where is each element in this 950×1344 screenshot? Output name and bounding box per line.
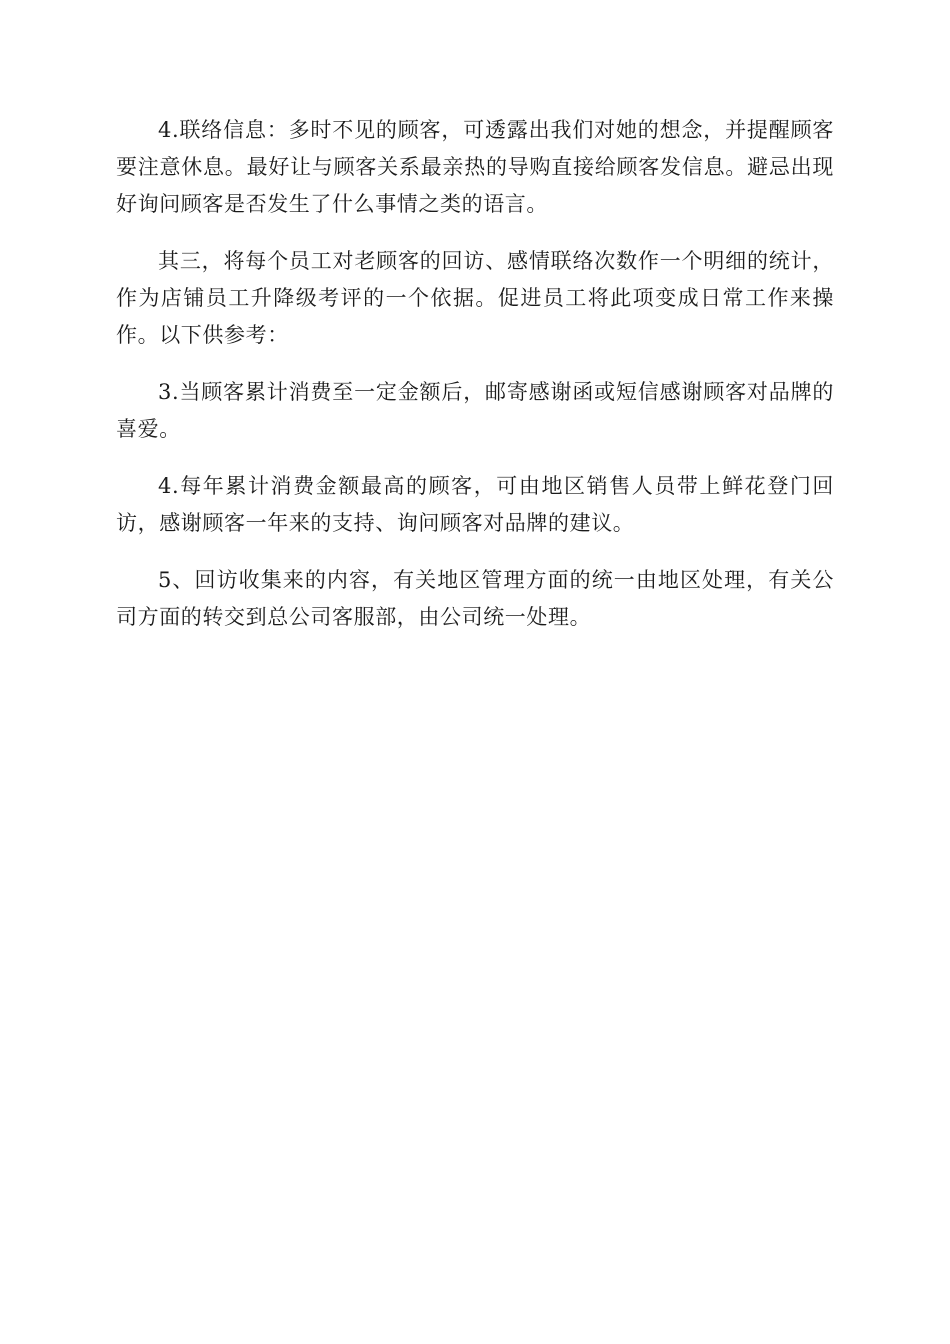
document-body: [116, 112, 834, 656]
paragraph-annual-visit: 4.每年累计消费金额最高的顾客，可由地区销售人员带上鲜花登门回访，感谢顾客一年来的支持、询问顾客对品牌的建议。: [116, 474, 834, 535]
paragraph-thank-you-letter: 3.当顾客累计消费至一定金额后，邮寄感谢函或短信感谢顾客对品牌的喜爱。: [116, 380, 834, 441]
paragraph-contact-info: 4.联络信息：多时不见的顾客，可透露出我们对她的想念，并提醒顾客要注意休息。最好让与顾客关系最亲热的导购直接给顾客发信息。避忌出现好询问顾客是否发生了什么事情之类的语言。: [116, 118, 834, 216]
paragraph-feedback-handling: 5、回访收集来的内容，有关地区管理方面的统一由地区处理，有关公司方面的转交到总公司客服部，由公司统一处理。: [116, 568, 834, 629]
paragraph-statistics: 其三，将每个员工对老顾客的回访、感情联络次数作一个明细的统计，作为店铺员工升降级考评的一个依据。促进员工将此项变成日常工作来操作。以下供参考：: [116, 249, 834, 347]
